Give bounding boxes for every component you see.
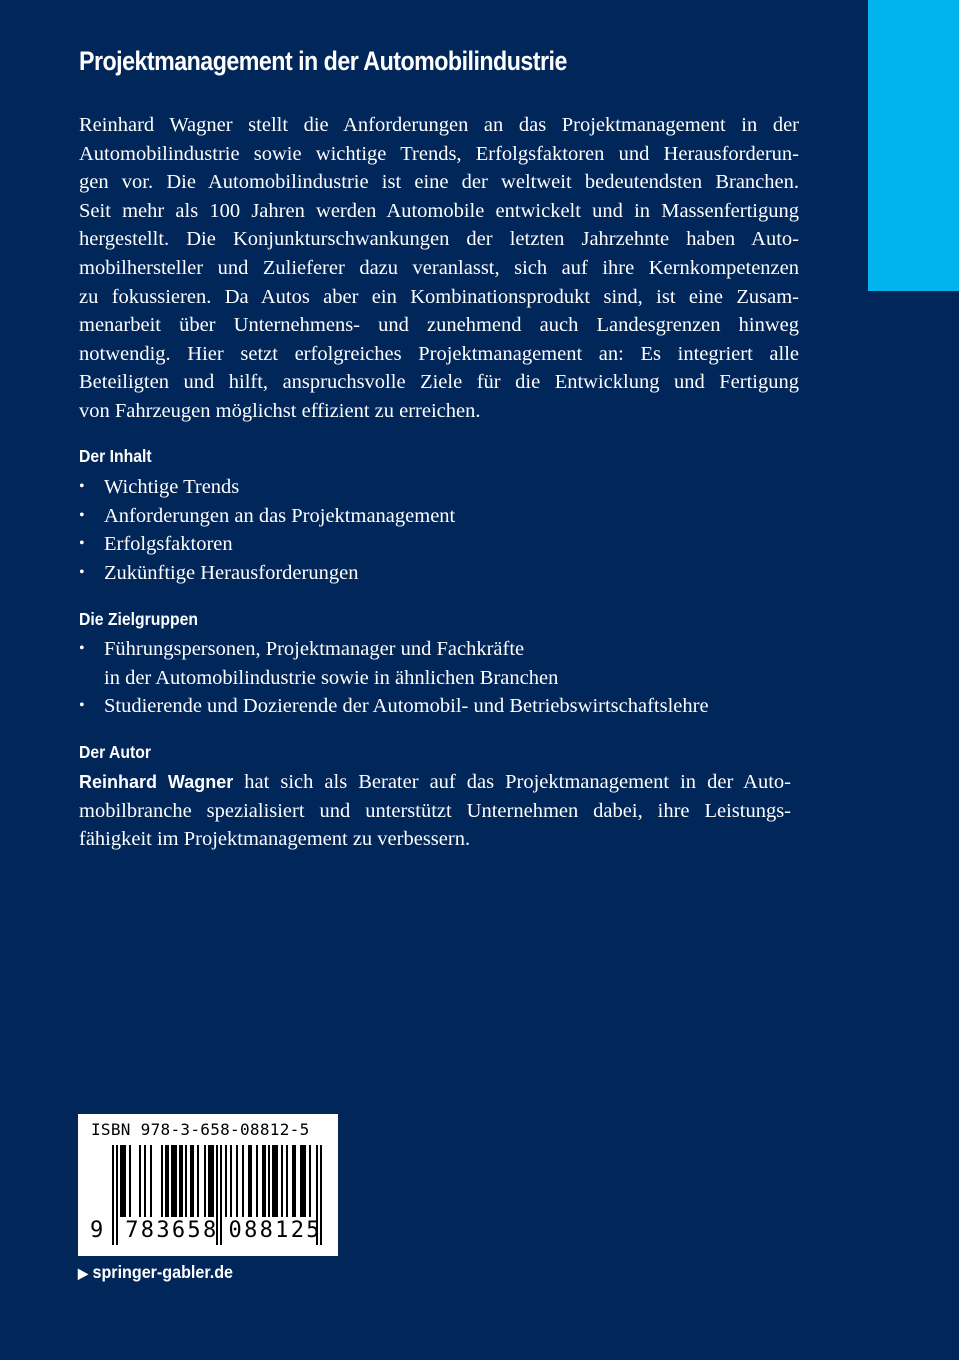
description-line: mobilhersteller und Zulieferer dazu veranlasst, sich auf ihre Kernkompetenzen bbox=[79, 256, 799, 279]
audience-heading: Die Zielgruppen bbox=[79, 609, 199, 629]
description-line: menarbeit über Unternehmens- und zunehmend auch Landesgrenzen hinweg bbox=[79, 314, 799, 337]
contents-heading: Der Inhalt bbox=[79, 446, 152, 466]
audience-list bbox=[79, 635, 709, 721]
barcode-digits: 9 783658 088125 bbox=[90, 1218, 322, 1243]
list-item: • Führungspersonen, Projektmanager und Fachkräfte in der Automobilindustrie sowie in ähnlichen Branchen bbox=[79, 635, 709, 692]
publisher-url: springer-gabler.de bbox=[92, 1262, 233, 1282]
book-title: Projektmanagement in der Automobilindustrie bbox=[79, 46, 567, 76]
bullet-icon: • bbox=[79, 506, 85, 524]
contents-list bbox=[79, 473, 455, 587]
bullet-icon: • bbox=[79, 697, 85, 715]
bullet-icon: • bbox=[79, 535, 85, 553]
book-description bbox=[79, 111, 799, 426]
bullet-icon: • bbox=[79, 640, 85, 657]
list-item: • Erfolgsfaktoren bbox=[79, 530, 455, 559]
accent-color-block bbox=[868, 0, 959, 291]
publisher-website-link[interactable] bbox=[78, 1262, 233, 1283]
bullet-icon: • bbox=[79, 478, 85, 495]
description-line: gen vor. Die Automobilindustrie ist eine der weltweit bedeutendsten Branchen. bbox=[79, 171, 799, 194]
description-line: Seit mehr als 100 Jahren werden Automobile entwickelt und in Massenfertigung bbox=[79, 199, 799, 222]
bullet-icon: • bbox=[79, 563, 85, 581]
description-line: Beteiligten und hilft, anspruchsvolle Ziele für die Entwicklung und Fertigung bbox=[79, 371, 799, 394]
list-item: • Wichtige Trends bbox=[79, 473, 455, 502]
author-bio: Reinhard Wagner hat sich als Berater auf das Projektmanagement in der Auto- mobilbranche spezialisiert und unterstützt Unternehmen dabei, ihre Leistungs- fähigkeit im Projektmanagement zu verbessern. bbox=[79, 771, 791, 851]
list-item: • Studierende und Dozierende der Automobil- und Betriebswirtschaftslehre bbox=[79, 692, 709, 721]
list-item: • Anforderungen an das Projektmanagement bbox=[79, 502, 455, 531]
isbn-barcode bbox=[78, 1114, 338, 1256]
description-line: zu fokussieren. Da Autos aber ein Kombinationsprodukt sind, ist eine Zusam- bbox=[79, 285, 799, 308]
description-line: notwendig. Hier setzt erfolgreiches Projektmanagement an: Es integriert alle bbox=[79, 342, 799, 365]
isbn-label: ISBN 978-3-658-08812-5 bbox=[91, 1120, 310, 1139]
author-name: Reinhard Wagner bbox=[79, 772, 234, 792]
author-heading: Der Autor bbox=[79, 742, 152, 762]
description-line: von Fahrzeugen möglichst effizient zu erreichen. bbox=[79, 399, 481, 422]
description-line: Reinhard Wagner stellt die Anforderungen an das Projektmanagement in der bbox=[79, 114, 799, 136]
play-arrow-icon: ▶ bbox=[78, 1265, 88, 1281]
list-item: • Zukünftige Herausforderungen bbox=[79, 559, 455, 588]
description-line: hergestellt. Die Konjunkturschwankungen der letzten Jahrzehnte haben Auto- bbox=[79, 228, 799, 251]
description-line: Automobilindustrie sowie wichtige Trends, Erfolgsfaktoren und Herausforderun- bbox=[79, 142, 799, 165]
